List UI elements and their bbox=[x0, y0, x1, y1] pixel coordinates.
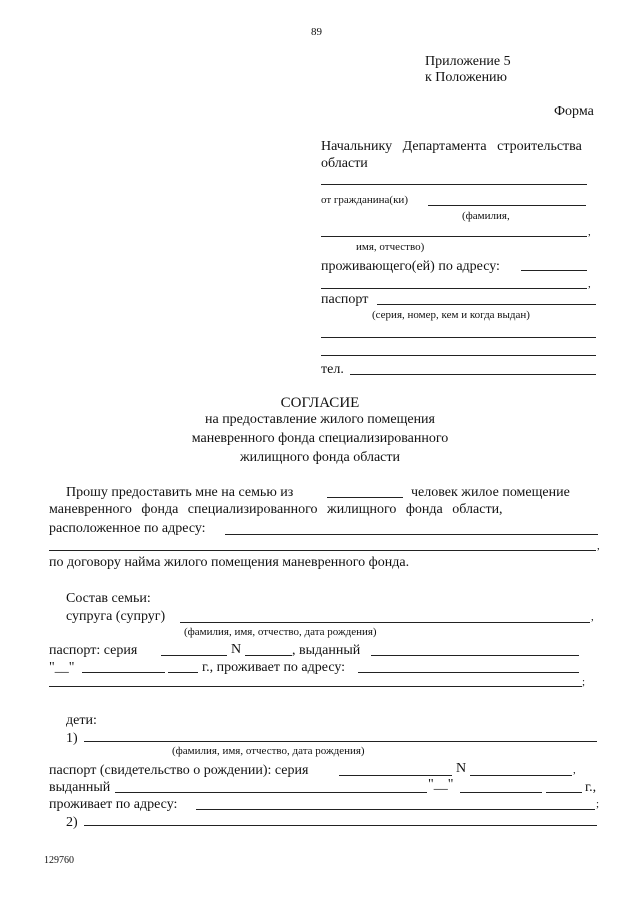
spouse-date-quote: "__" bbox=[49, 660, 75, 675]
doc-subtitle-1: на предоставление жилого помещения bbox=[204, 412, 435, 427]
comma-2: , bbox=[588, 278, 591, 290]
comma-4: , bbox=[591, 611, 594, 623]
footer-code: 129760 bbox=[44, 855, 74, 866]
child-series-blank bbox=[339, 775, 452, 776]
addressee-line1: Начальнику Департамента строительства bbox=[321, 139, 582, 154]
child-2-blank bbox=[84, 825, 597, 826]
spouse-hint: (фамилия, имя, отчество, дата рождения) bbox=[184, 626, 377, 638]
semicolon-1: ; bbox=[582, 676, 586, 688]
addressee-blank-4 bbox=[321, 337, 596, 338]
request-line3: расположенное по адресу: bbox=[49, 521, 206, 536]
doc-title: СОГЛАСИЕ bbox=[280, 395, 360, 411]
doc-subtitle-3: жилищного фонда области bbox=[239, 450, 400, 465]
child-1-index: 1) bbox=[66, 731, 78, 746]
spouse-issued-blank bbox=[371, 655, 579, 656]
appendix-line1: Приложение 5 bbox=[425, 54, 511, 69]
family-size-blank bbox=[327, 497, 403, 498]
address-blank-2 bbox=[49, 550, 596, 551]
spouse-address-blank-2 bbox=[49, 686, 582, 687]
child-date-quote: "__" bbox=[428, 777, 454, 792]
comma-3: , bbox=[597, 540, 600, 552]
spouse-year-blank bbox=[168, 672, 198, 673]
spouse-n: N bbox=[231, 642, 242, 657]
semicolon-2: ; bbox=[596, 798, 600, 810]
tel-blank bbox=[350, 374, 596, 375]
addressee-blank-5 bbox=[321, 355, 596, 356]
request-start: Прошу предоставить мне на семью из bbox=[66, 485, 294, 500]
comma-5: , bbox=[573, 764, 576, 776]
form-label: Форма bbox=[554, 104, 594, 119]
child-passport-label: паспорт (свидетельство о рождении): серия bbox=[49, 763, 309, 778]
child-1-blank bbox=[84, 741, 597, 742]
child-month-blank bbox=[460, 792, 542, 793]
hint-name: имя, отчество) bbox=[356, 241, 425, 253]
family-heading: Состав семьи: bbox=[66, 591, 151, 606]
child-number-blank bbox=[470, 775, 572, 776]
spouse-month-blank bbox=[82, 672, 165, 673]
child-hint: (фамилия, имя, отчество, дата рождения) bbox=[172, 745, 365, 757]
spouse-blank bbox=[180, 622, 590, 623]
residing-label: проживающего(ей) по адресу: bbox=[321, 259, 500, 274]
spouse-address-blank-1 bbox=[358, 672, 579, 673]
child-2-index: 2) bbox=[66, 815, 78, 830]
spouse-resides: г., проживает по адресу: bbox=[202, 660, 346, 675]
child-issued-label: выданный bbox=[49, 780, 111, 795]
doc-subtitle-2: маневренного фонда специализированного bbox=[191, 431, 449, 446]
child-issued-blank bbox=[115, 792, 427, 793]
tel-label: тел. bbox=[321, 362, 344, 377]
child-n: N bbox=[456, 761, 467, 776]
residing-blank bbox=[521, 270, 587, 271]
request-line4: по договору найма жилого помещения маневренного фонда. bbox=[49, 555, 410, 570]
spouse-series-blank bbox=[161, 655, 227, 656]
request-line2: маневренного фонда специализированного жилищного фонда области, bbox=[49, 502, 503, 517]
spouse-issued: , выданный bbox=[292, 643, 361, 658]
appendix-line2: к Положению bbox=[425, 70, 508, 85]
passport-label: паспорт bbox=[321, 292, 369, 307]
spouse-label: супруга (супруг) bbox=[66, 609, 166, 624]
spouse-number-blank bbox=[245, 655, 292, 656]
addressee-line2: области bbox=[321, 156, 368, 171]
child-address-blank bbox=[196, 809, 595, 810]
addressee-blank-1 bbox=[321, 184, 587, 185]
child-year-blank bbox=[546, 792, 582, 793]
hint-surname: (фамилия, bbox=[462, 210, 510, 222]
addressee-blank-2 bbox=[321, 236, 587, 237]
request-end: человек жилое помещение bbox=[411, 485, 570, 500]
child-year-label: г., bbox=[585, 780, 597, 795]
address-blank-1 bbox=[225, 534, 598, 535]
comma-1: , bbox=[588, 226, 591, 238]
spouse-passport-series: паспорт: серия bbox=[49, 643, 138, 658]
passport-hint: (серия, номер, кем и когда выдан) bbox=[372, 309, 530, 321]
from-citizen-label: от гражданина(ки) bbox=[321, 194, 408, 206]
addressee-blank-3 bbox=[321, 288, 587, 289]
from-citizen-blank bbox=[428, 205, 586, 206]
page-number: 89 bbox=[311, 26, 322, 38]
passport-blank bbox=[377, 304, 596, 305]
child-resides-label: проживает по адресу: bbox=[49, 797, 178, 812]
children-heading: дети: bbox=[66, 713, 97, 728]
